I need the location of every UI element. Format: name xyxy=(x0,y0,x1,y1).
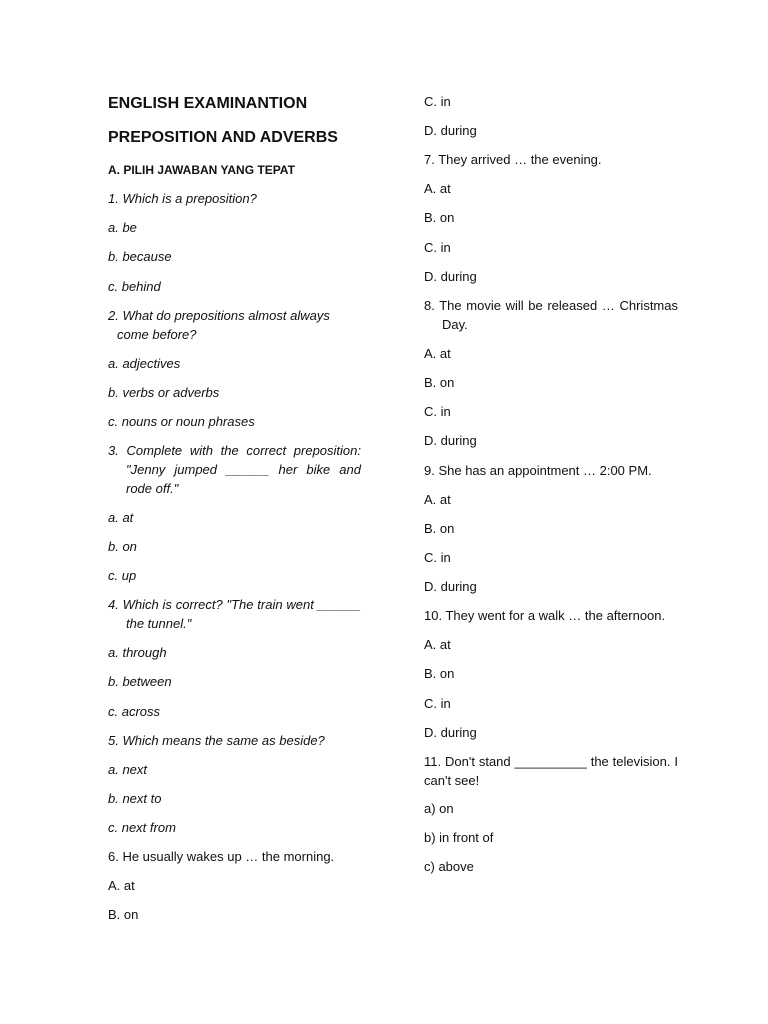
answer-option: b) in front of xyxy=(424,830,494,845)
answer-option: A. at xyxy=(424,637,451,652)
answer-option: c) above xyxy=(424,859,474,874)
answer-option: B. on xyxy=(424,521,455,536)
question-text: 11. Don't stand __________ the television. I can't see! xyxy=(424,754,678,788)
answer-option: D. during xyxy=(424,269,477,284)
section-heading: A. PILIH JAWABAN YANG TEPAT xyxy=(108,163,295,177)
answer-option: C. in xyxy=(424,550,451,565)
answer-option: b. between xyxy=(108,674,172,689)
answer-option: D. during xyxy=(424,123,477,138)
answer-option: b. because xyxy=(108,249,172,264)
question-text: 7. They arrived … the evening. xyxy=(424,152,602,167)
answer-option: A. at xyxy=(424,492,451,507)
answer-option: c. behind xyxy=(108,279,161,294)
question-text: 6. He usually wakes up … the morning. xyxy=(108,849,335,864)
answer-option: c. next from xyxy=(108,820,176,835)
exam-subtitle: PREPOSITION AND ADVERBS xyxy=(108,129,338,146)
answer-option: a. at xyxy=(108,510,134,525)
question-text: 10. They went for a walk … the afternoon. xyxy=(424,608,666,623)
question-text: 8. The movie will be released … Christmas Day. xyxy=(424,298,678,332)
answer-option: a. through xyxy=(108,645,167,660)
answer-option: B. on xyxy=(108,907,139,922)
answer-option: C. in xyxy=(424,696,451,711)
question-text: 1. Which is a preposition? xyxy=(108,191,257,206)
question-text: 9. She has an appointment … 2:00 PM. xyxy=(424,463,652,478)
answer-option: a. next xyxy=(108,762,148,777)
answer-option: a) on xyxy=(424,801,454,816)
answer-option: c. nouns or noun phrases xyxy=(108,414,255,429)
question-text: 3. Complete with the correct preposition: "Jenny jumped ______ her bike and rode off." xyxy=(108,443,361,496)
answer-option: B. on xyxy=(424,666,455,681)
answer-option: B. on xyxy=(424,375,455,390)
answer-option: C. in xyxy=(424,94,451,109)
answer-option: c. across xyxy=(108,704,161,719)
answer-option: A. at xyxy=(108,878,135,893)
question-text: 5. Which means the same as beside? xyxy=(108,733,325,748)
answer-option: C. in xyxy=(424,240,451,255)
answer-option: A. at xyxy=(424,181,451,196)
question-text: 2. What do prepositions almost always come before? xyxy=(108,308,330,342)
answer-option: b. next to xyxy=(108,791,162,806)
answer-option: D. during xyxy=(424,725,477,740)
answer-option: b. verbs or adverbs xyxy=(108,385,220,400)
answer-option: B. on xyxy=(424,210,455,225)
exam-title: ENGLISH EXAMINANTION xyxy=(108,95,308,112)
answer-option: a. adjectives xyxy=(108,356,181,371)
answer-option: C. in xyxy=(424,404,451,419)
question-text: 4. Which is correct? "The train went ______ the tunnel." xyxy=(108,597,361,631)
answer-option: a. be xyxy=(108,220,137,235)
answer-option: D. during xyxy=(424,433,477,448)
answer-option: D. during xyxy=(424,579,477,594)
answer-option: A. at xyxy=(424,346,451,361)
answer-option: c. up xyxy=(108,568,137,583)
answer-option: b. on xyxy=(108,539,137,554)
